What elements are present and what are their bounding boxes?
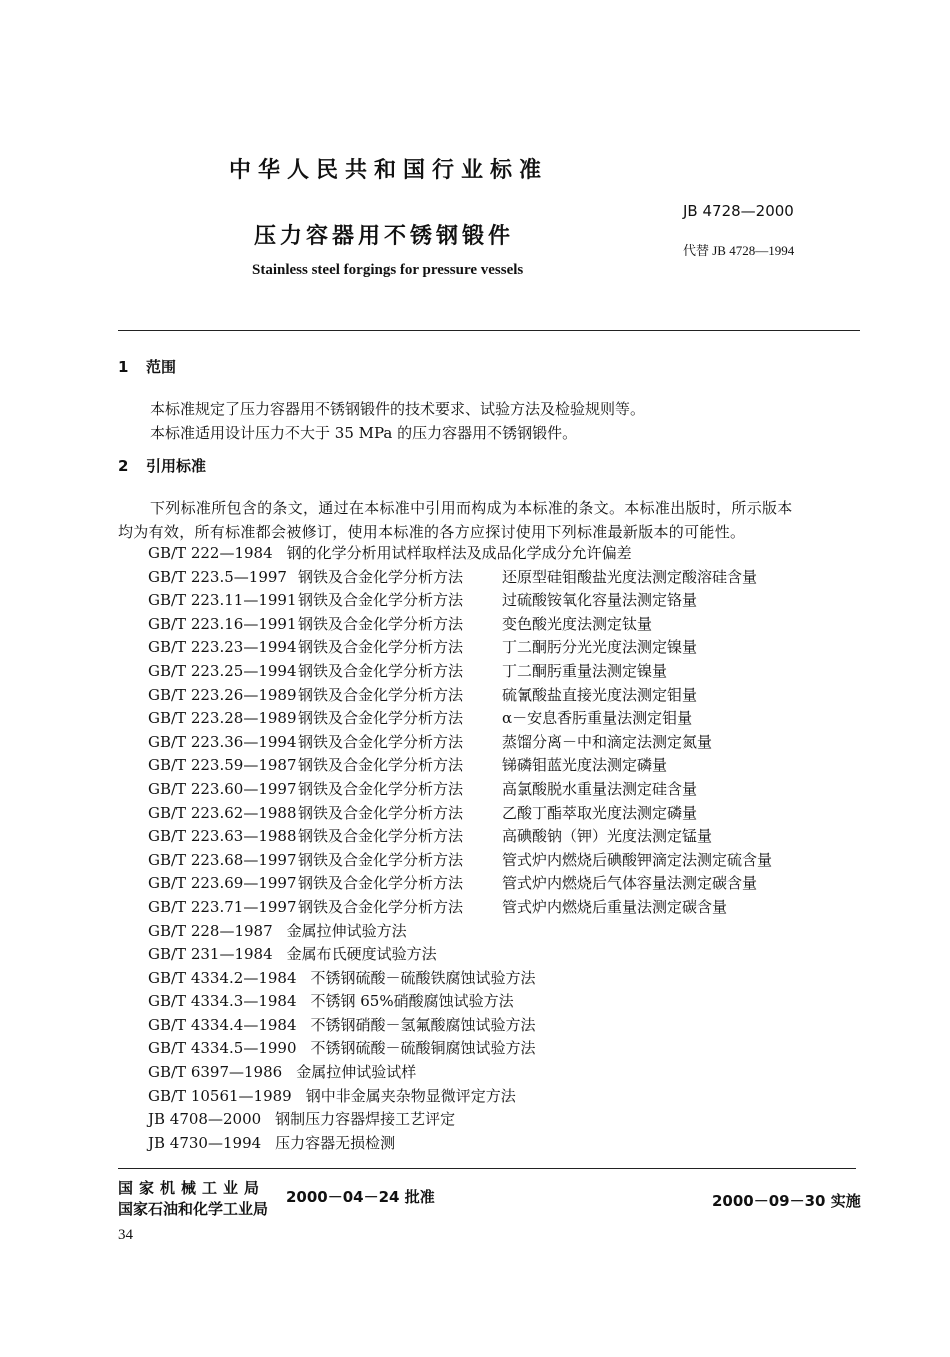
reference-name: 管式炉内燃烧后碘酸钾滴定法测定硫含量 [502, 850, 773, 869]
section-2-heading [118, 455, 206, 476]
reference-name: 压力容器无损检测 [275, 1133, 396, 1152]
reference-item [148, 1132, 772, 1156]
issuer-1: 国家机械工业局 [118, 1179, 266, 1197]
standard-code: JB 4728—2000 [683, 202, 794, 220]
reference-item [148, 943, 772, 967]
reference-code: GB/T 4334.4—1984 [148, 1015, 297, 1034]
issuer-2: 国家石油和化学工业局 [118, 1200, 269, 1218]
page-number: 34 [118, 1227, 133, 1243]
reference-name: α－安息香肟重量法测定钼量 [502, 709, 693, 728]
reference-item [148, 684, 772, 708]
section-1-number: 1 [118, 358, 129, 376]
reference-name: 丁二酮肟分光光度法测定镍量 [502, 638, 698, 657]
reference-code: GB/T 223.71—1997 [148, 897, 297, 916]
reference-method: 钢铁及合金化学分析方法 [298, 850, 464, 869]
reference-name: 变色酸光度法测定钛量 [502, 614, 653, 633]
reference-code: GB/T 223.11—1991 [148, 591, 297, 610]
reference-name: 金属拉伸试验方法 [286, 921, 407, 940]
reference-method: 钢铁及合金化学分析方法 [298, 591, 464, 610]
section-2-intro-line: 均为有效，所有标准都会被修订，使用本标准的各方应探讨使用下列标准最新版本的可能性。 [118, 523, 746, 541]
reference-code: GB/T 223.62—1988 [148, 803, 297, 822]
reference-name: 还原型硅钼酸盐光度法测定酸溶硅含量 [502, 567, 758, 586]
reference-code: GB/T 223.23—1994 [148, 638, 297, 657]
implement-date: 2000－09－30 实施 [712, 1192, 861, 1210]
reference-name: 钢中非金属夹杂物显微评定方法 [305, 1086, 516, 1105]
reference-name: 蒸馏分离－中和滴定法测定氮量 [502, 732, 713, 751]
reference-item [148, 707, 772, 731]
reference-name: 金属拉伸试验试样 [296, 1063, 417, 1082]
section-2-intro-line: 下列标准所包含的条文，通过在本标准中引用而构成为本标准的条文。本标准出版时，所示版本 [150, 499, 793, 517]
reference-name: 不锈钢硫酸－硫酸铜腐蚀试验方法 [310, 1039, 536, 1058]
reference-item [148, 1085, 772, 1109]
reference-code: GB/T 223.28—1989 [148, 709, 297, 728]
reference-name: 管式炉内燃烧后气体容量法测定碳含量 [502, 874, 758, 893]
reference-item [148, 589, 772, 613]
reference-name: 钢制压力容器焊接工艺评定 [275, 1110, 456, 1129]
approve-date: 2000－04－24 批准 [286, 1188, 435, 1206]
reference-method: 钢铁及合金化学分析方法 [298, 874, 464, 893]
footer-divider [118, 1168, 856, 1169]
reference-name: 不锈钢 65%硝酸腐蚀试验方法 [310, 992, 514, 1011]
reference-method: 钢铁及合金化学分析方法 [298, 827, 464, 846]
reference-code: GB/T 223.16—1991 [148, 614, 297, 633]
reference-name: 丁二酮肟重量法测定镍量 [502, 661, 668, 680]
reference-code: GB/T 6397—1986 [148, 1063, 283, 1082]
reference-item [148, 566, 772, 590]
reference-method: 钢铁及合金化学分析方法 [298, 567, 464, 586]
reference-item [148, 660, 772, 684]
reference-method: 钢铁及合金化学分析方法 [298, 779, 464, 798]
reference-code: GB/T 231—1984 [148, 945, 273, 964]
reference-item [148, 636, 772, 660]
reference-code: GB/T 4334.3—1984 [148, 992, 297, 1011]
reference-item [148, 896, 772, 920]
reference-name: 钢的化学分析用试样取样法及成品化学成分允许偏差 [286, 544, 632, 562]
reference-name: 锑磷钼蓝光度法测定磷量 [502, 756, 668, 775]
reference-method: 钢铁及合金化学分析方法 [298, 803, 464, 822]
reference-code: GB/T 228—1987 [148, 921, 273, 940]
reference-item [148, 1037, 772, 1061]
section-1-title: 范围 [146, 358, 177, 376]
reference-code: GB/T 223.63—1988 [148, 827, 297, 846]
reference-item [148, 778, 772, 802]
reference-method: 钢铁及合金化学分析方法 [298, 638, 464, 657]
reference-code: GB/T 223.60—1997 [148, 779, 297, 798]
reference-item [148, 990, 772, 1014]
document-title-cn: 压力容器用不锈钢锻件 [254, 224, 515, 249]
reference-name: 不锈钢硫酸－硫酸铁腐蚀试验方法 [310, 968, 536, 987]
reference-method: 钢铁及合金化学分析方法 [298, 709, 464, 728]
reference-code: GB/T 10561—1989 [148, 1086, 292, 1105]
reference-item [148, 825, 772, 849]
reference-code: GB/T 4334.5—1990 [148, 1039, 297, 1058]
reference-method: 钢铁及合金化学分析方法 [298, 897, 464, 916]
reference-name: 金属布氏硬度试验方法 [286, 945, 437, 964]
reference-item [148, 731, 772, 755]
reference-name: 过硫酸铵氧化容量法测定铬量 [502, 591, 698, 610]
reference-method: 钢铁及合金化学分析方法 [298, 614, 464, 633]
document-title-en: Stainless steel forgings for pressure vessels [252, 262, 524, 278]
reference-item [148, 1014, 772, 1038]
reference-item [148, 754, 772, 778]
reference-name: 乙酸丁酯萃取光度法测定磷量 [502, 803, 698, 822]
reference-code: GB/T 223.69—1997 [148, 874, 297, 893]
standard-type-heading: 中华人民共和国行业标准 [229, 158, 549, 183]
reference-code: GB/T 222—1984 [148, 544, 273, 562]
section-1-heading [118, 356, 176, 377]
reference-code: GB/T 4334.2—1984 [148, 968, 297, 987]
reference-item [148, 920, 772, 944]
reference-item [148, 542, 772, 566]
reference-code: GB/T 223.25—1994 [148, 661, 297, 680]
section-1-paragraph: 本标准规定了压力容器用不锈钢锻件的技术要求、试验方法及检验规则等。 [150, 400, 646, 418]
reference-code: GB/T 223.5—1997 [148, 567, 287, 586]
reference-name: 高碘酸钠（钾）光度法测定锰量 [502, 827, 713, 846]
reference-code: GB/T 223.36—1994 [148, 732, 297, 751]
reference-code: JB 4730—1994 [148, 1133, 262, 1152]
reference-method: 钢铁及合金化学分析方法 [298, 661, 464, 680]
reference-method: 钢铁及合金化学分析方法 [298, 732, 464, 751]
replaces-standard: 代替 JB 4728—1994 [683, 243, 795, 258]
reference-item [148, 802, 772, 826]
reference-method: 钢铁及合金化学分析方法 [298, 685, 464, 704]
reference-item [148, 872, 772, 896]
reference-name: 硫氰酸盐直接光度法测定钼量 [502, 685, 698, 704]
reference-method: 钢铁及合金化学分析方法 [298, 756, 464, 775]
section-2-title: 引用标准 [146, 457, 207, 475]
reference-code: JB 4708—2000 [148, 1110, 262, 1129]
reference-name: 高氯酸脱水重量法测定硅含量 [502, 779, 698, 798]
reference-name: 不锈钢硝酸－氢氟酸腐蚀试验方法 [310, 1015, 536, 1034]
reference-item [148, 1061, 772, 1085]
reference-list [148, 542, 772, 1155]
reference-code: GB/T 223.68—1997 [148, 850, 297, 869]
reference-item [148, 1108, 772, 1132]
reference-item [148, 613, 772, 637]
reference-name: 管式炉内燃烧后重量法测定碳含量 [502, 897, 728, 916]
section-2-number: 2 [118, 457, 129, 475]
reference-item [148, 967, 772, 991]
reference-code: GB/T 223.26—1989 [148, 685, 297, 704]
section-1-paragraph: 本标准适用设计压力不大于 35 MPa 的压力容器用不锈钢锻件。 [150, 424, 578, 442]
header-divider [118, 330, 860, 331]
reference-code: GB/T 223.59—1987 [148, 756, 297, 775]
reference-item [148, 849, 772, 873]
